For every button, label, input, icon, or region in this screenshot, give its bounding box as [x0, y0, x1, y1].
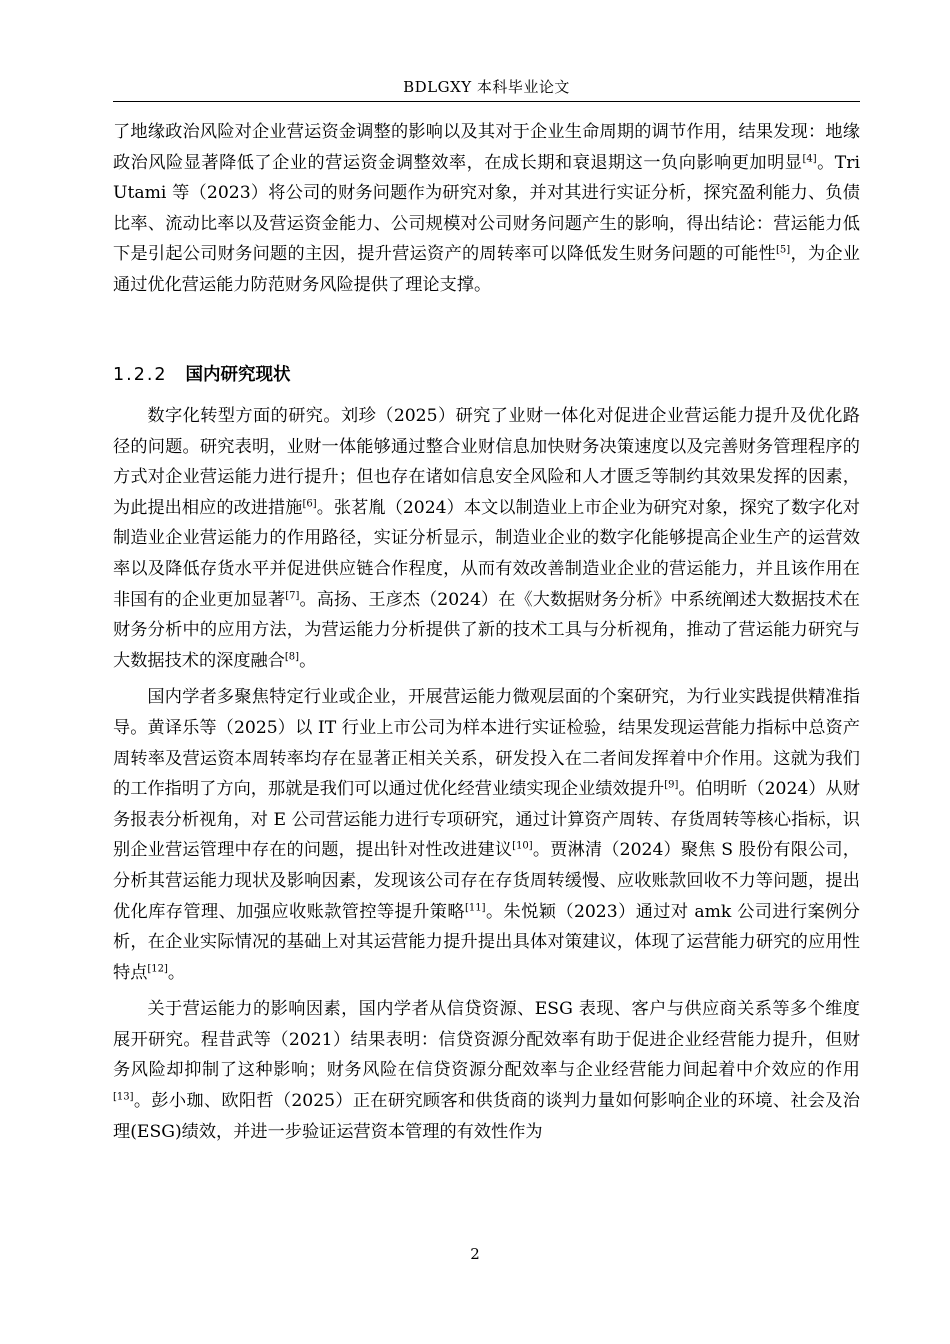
paragraph-text: 。高扬、王彦杰（2024）在《大数据财务分析》中系统阐述大数据技术在财务分析中的应用方法，为营运能力分析提供了新的技术工具与分析视角，推动了营运能力研究与大数据技术的深度融合: [113, 589, 860, 671]
paragraph-text: 国内学者多聚焦特定行业或企业，开展营运能力微观层面的个案研究，为行业实践提供精准指导。黄译乐等（2025）以 IT 行业上市公司为样本进行实证检验，结果发现运营能力指标中总资产周转率及营运资本周转率均存在显著正相关关系，研发投入在二者间发挥着中介作用。这就为我们的工作指明了方向，那就是我们可以通过优化经营业绩实现企业绩效提升: [113, 687, 860, 800]
paragraph-4: [113, 994, 860, 1147]
section-heading: [113, 361, 291, 386]
paragraph-2: [113, 401, 860, 676]
citation-ref: [8]: [284, 651, 300, 663]
paragraph-text: ，为企业通过优化营运能力防范财务风险提供了理论支撑。: [113, 244, 860, 295]
citation-ref: [9]: [664, 779, 679, 791]
intro-paragraph-block: [113, 117, 860, 307]
paragraph-3: [113, 682, 860, 988]
paragraph-text: 。朱悦颖（2023）通过对 amk 公司进行案例分析，在企业实际情况的基础上对其运营能力提升提出具体对策建议，体现了运营能力研究的应用性特点: [113, 901, 860, 983]
paragraph-text: 。: [299, 650, 317, 671]
section-number: 1.2.2: [113, 365, 168, 385]
paragraph-1: [113, 117, 860, 301]
citation-ref: [7]: [285, 589, 300, 601]
section-body: [113, 401, 860, 1153]
citation-ref: [11]: [465, 901, 486, 913]
paragraph-text: 数字化转型方面的研究。刘珍（2025）研究了业财一体化对促进企业营运能力提升及优化路径的问题。研究表明，业财一体能够通过整合业财信息加快财务决策速度以及完善财务管理程序的方式对企业营运能力进行提升；但也存在诸如信息安全风险和人才匮乏等制约其效果发挥的因素，为此提出相应的改进措施: [113, 406, 860, 518]
paragraph-text: 。Tri Utami 等（2023）将公司的财务问题作为研究对象，并对其进行实证分析，探究盈利能力、负债比率、流动比率以及营运资金能力、公司规模对公司财务问题产生的影响，得出结论：营运能力低下是引起公司财务问题的主因，提升营运资产的周转率可以降低发生财务问题的可能性: [113, 152, 860, 265]
paragraph-text: 了地缘政治风险对企业营运资金调整的影响以及其对于企业生命周期的调节作用，结果发现：地缘政治风险显著降低了企业的营运资金调整效率，在成长期和衰退期这一负向影响更加明显: [113, 122, 860, 173]
citation-ref: [6]: [302, 498, 317, 510]
citation-ref: [4]: [802, 152, 817, 164]
citation-ref: [13]: [113, 1091, 134, 1103]
paragraph-text: 关于营运能力的影响因素，国内学者从信贷资源、ESG 表现、客户与供应商关系等多个维度展开研究。程昔武等（2021）结果表明：信贷资源分配效率有助于促进企业经营能力提升，但财务风险却抑制了这种影响；财务风险在信贷资源分配效率与企业经营能力间起着中介效应的作用: [113, 999, 860, 1081]
paragraph-text: 。伯明昕（2024）从财务报表分析视角，对 E 公司营运能力进行专项研究，通过计算资产周转、存货周转等核心指标，识别企业营运管理中存在的问题，提出针对性改进建议: [113, 779, 860, 861]
paragraph-text: 。张茗胤（2024）本文以制造业上市企业为研究对象，探究了数字化对制造业企业营运能力的作用路径，实证分析显示，制造业企业的数字化能够提高企业生产的运营效率以及降低存货水平并促进供应链合作程度，从而有效改善制造业企业的营运能力，并且该作用在非国有的企业更加显著: [113, 497, 860, 610]
page-number: 2: [470, 1245, 480, 1263]
citation-ref: [12]: [147, 962, 168, 974]
running-header: BDLGXY 本科毕业论文: [403, 78, 570, 96]
header-rule: [113, 101, 860, 102]
section-title: 国内研究现状: [185, 365, 291, 385]
paragraph-text: 。彭小珈、欧阳哲（2025）正在研究顾客和供货商的谈判力量如何影响企业的环境、社会及治理(ESG)绩效，并进一步验证运营资本管理的有效性作为: [113, 1091, 860, 1142]
citation-ref: [10]: [512, 840, 533, 852]
paragraph-text: 。: [167, 962, 186, 983]
paragraph-text: 。贾淋清（2024）聚焦 S 股份有限公司，分析其营运能力现状及影响因素，发现该公司存在存货周转缓慢、应收账款回收不力等问题，提出优化库存管理、加强应收账款管控等提升策略: [113, 840, 860, 922]
citation-ref: [5]: [776, 244, 791, 256]
